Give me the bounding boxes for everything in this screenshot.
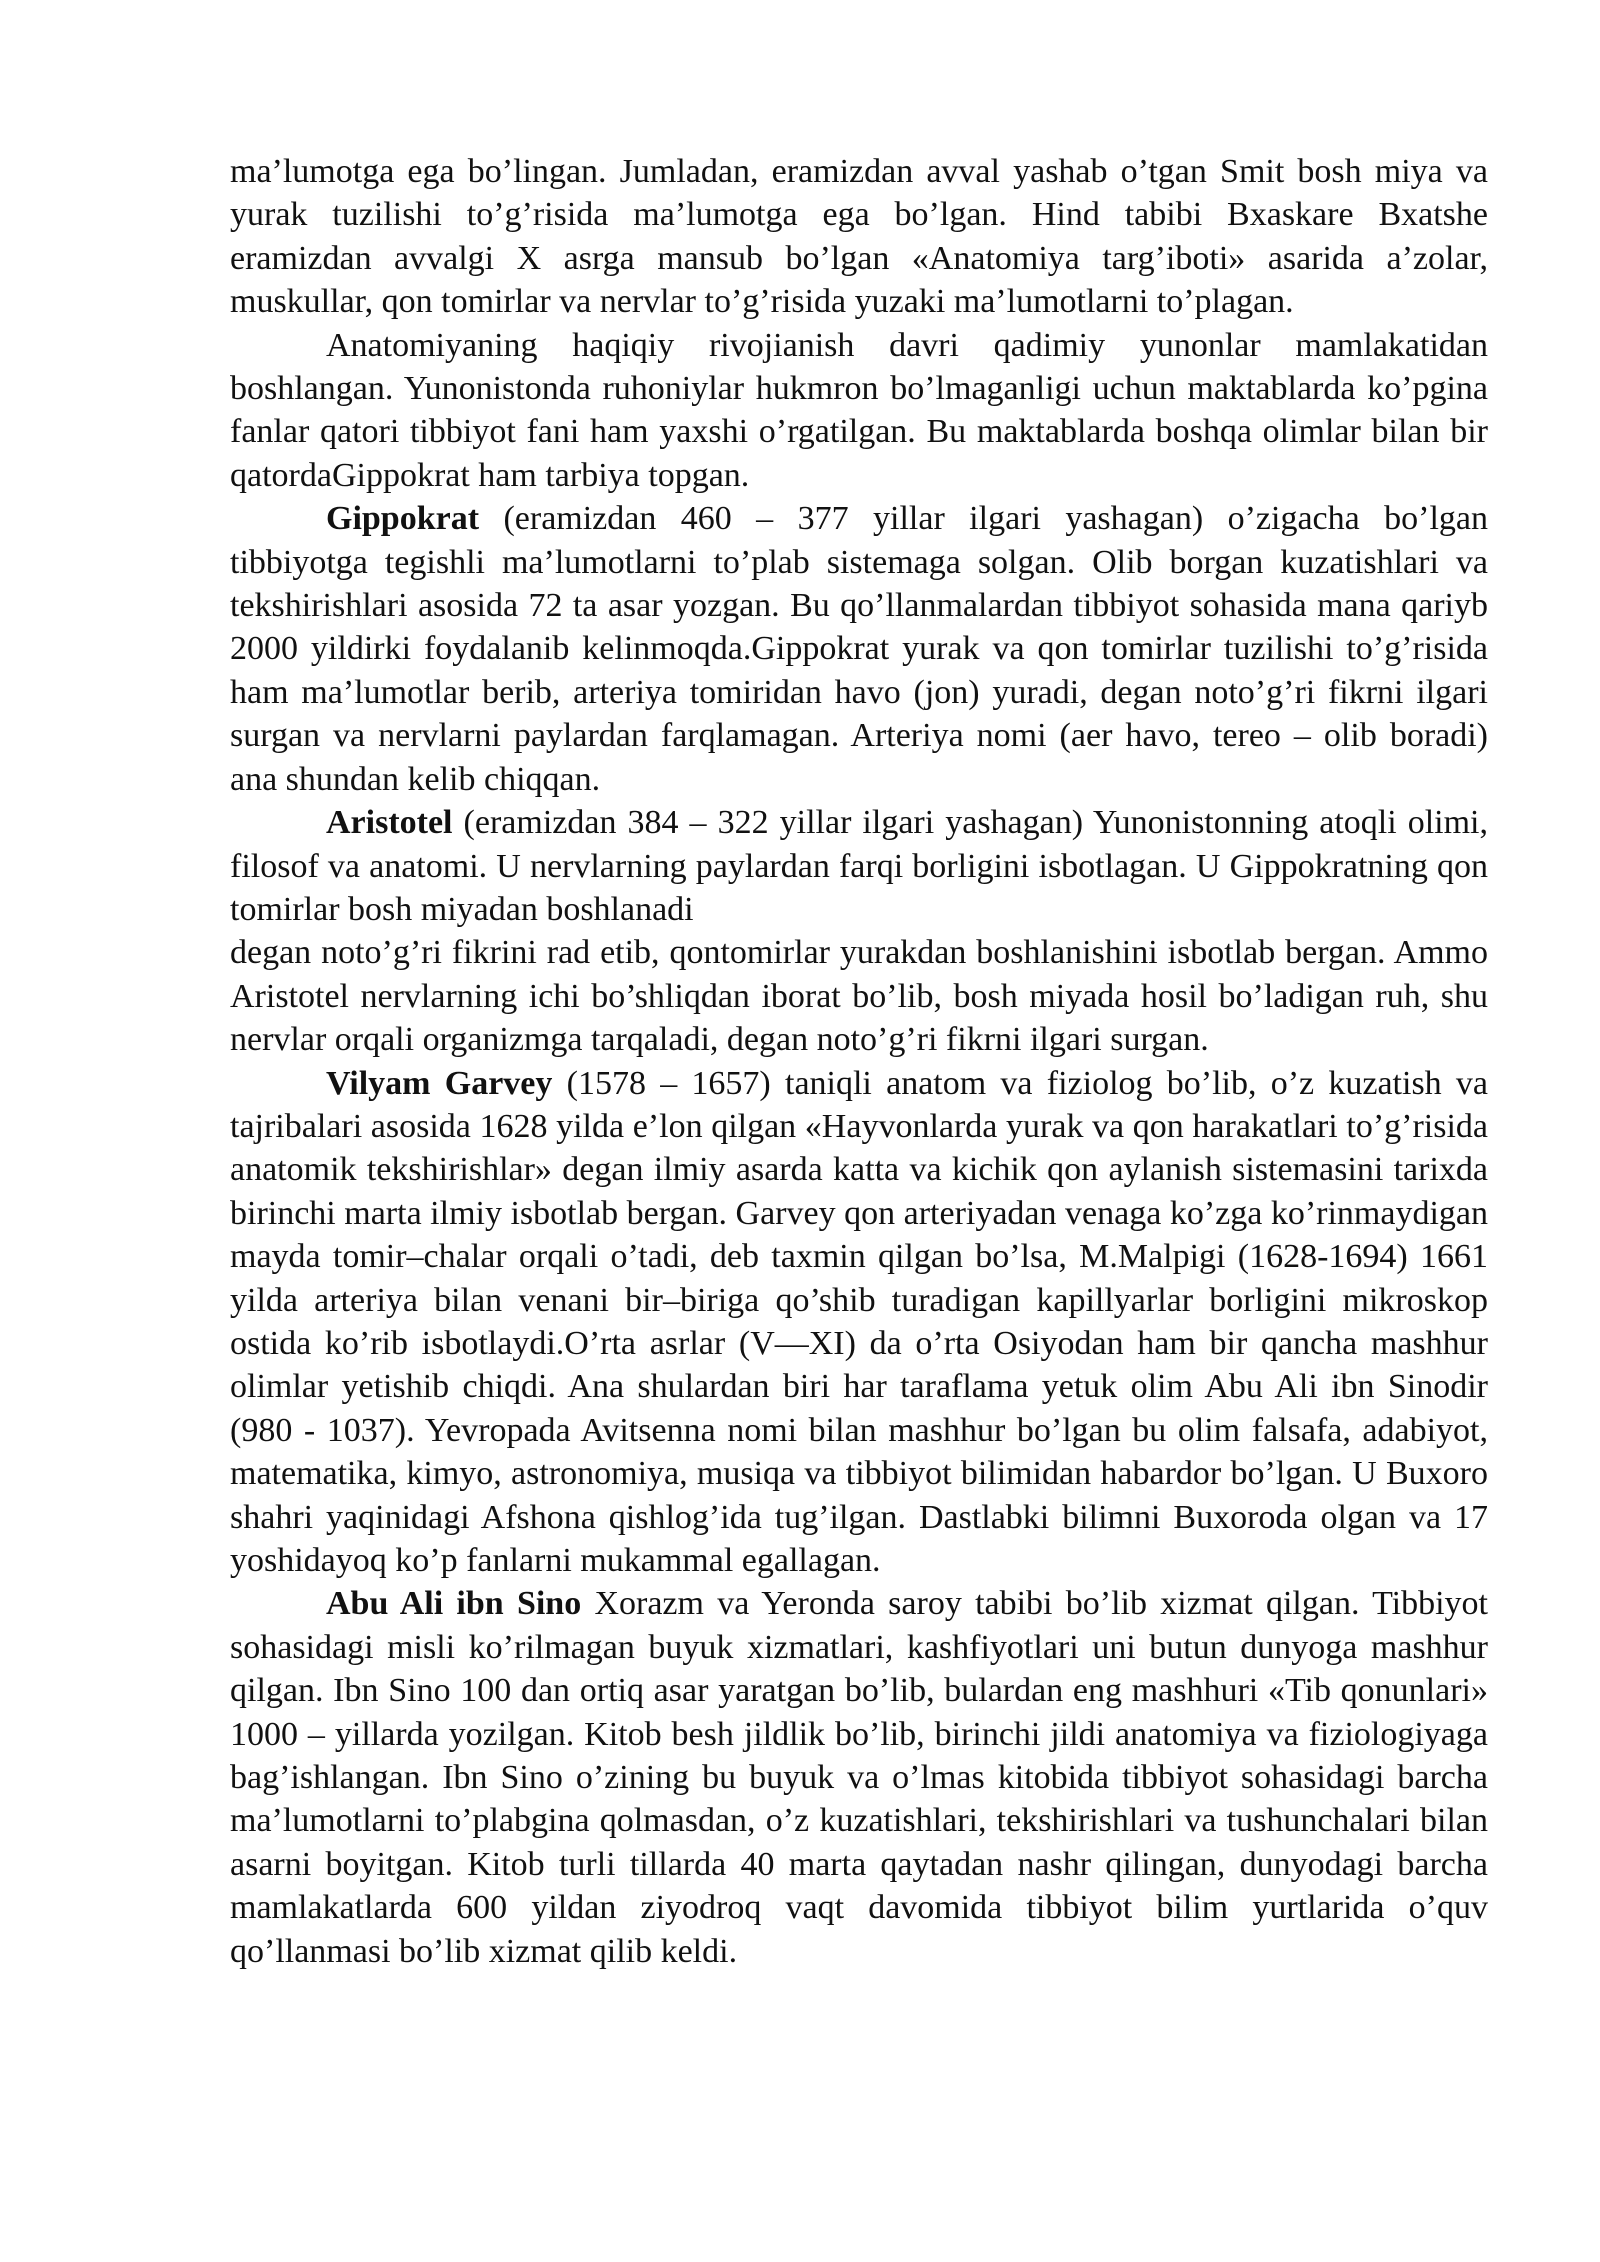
person-name-gippokrat: Gippokrat [326,500,480,538]
paragraph-garvey [230,1062,1488,1583]
paragraph-anatomy-greece: Anatomiyaning haqiqiy rivojianish davri qadimiy yunonlar mamlakatidan boshlangan. Yunonistonda ruhoniylar hukmron bo’lmaganligi uchun maktablarda ko’pgina fanlar qatori tibbiyot fani ham yaxshi o’rgatilgan. Bu maktablarda boshqa olimlar bilan bir qatordaGippokrat ham tarbiya topgan. [230,326,1488,494]
person-name-aristotel: Aristotel [326,804,453,842]
paragraph-body: (1578 – 1657) taniqli anatom va fiziolog bo’lib, o’z kuzatish va tajribalari asosida 1628 yilda e’lon qilgan «Hayvonlarda yurak va qon harakatlari to’g’risida anatomik tekshirishlar» degan ilmiy asarda katta va kichik qon aylanish sistemasini tarixda birinchi marta ilmiy isbotlab bergan. Garvey qon arteriyadan venaga ko’zga ko’rinmaydigan mayda tomir–chalar orqali o’tadi, deb taxmin qilgan bo’lsa, M.Malpigi (1628-1694) 1661 yilda arteriya bilan venani bir–biriga qo’shib turadigan kapillyarlar borligini mikroskop ostida ko’rib isbotlaydi.O’rta asrlar (V—XI) da o’rta Osiyodan ham bir qancha mashhur olimlar yetishib chiqdi. Ana shulardan biri har taraflama yetuk olim Abu Ali ibn Sinodir (980 - 1037). Yevropada Avitsenna nomi bilan mashhur bo’lgan bu olim falsafa, adabiyot, matematika, kimyo, astronomiya, musiqa va tibbiyot bilimidan habardor bo’lgan. U Buxoro shahri yaqinidagi Afshona qishlog’ida tug’ilgan. Dastlabki bilimni Buxoroda olgan va 17 yoshidayoq ko’p fanlarni mukammal egallagan. [230,1064,1489,1579]
paragraph-ibn-sino [230,1582,1488,1973]
paragraph-aristotel [230,801,1488,931]
paragraph-body: (eramizdan 460 – 377 yillar ilgari yashagan) o’zigacha bo’lgan tibbiyotga tegishli ma’lumotlarni to’plab sistemaga solgan. Olib borgan kuzatishlari va tekshirishlari asosida 72 ta asar yozgan. Bu qo’llanmalardan tibbiyot sohasida mana qariyb 2000 yildirki foydalanib kelinmoqda.Gippokrat yurak va qon tomirlar tuzilishi to’g’risida ham ma’lumotlar berib, arteriya tomiridan havo (jon) yuradi, degan noto’g’ri fikrni ilgari surgan va nervlarni paylardan farqlamagan. Arteriya nomi (aer havo, tereo – olib boradi) ana shundan kelib chiqqan. [230,500,1488,798]
document-page [230,150,1488,1973]
paragraph-body: Xorazm va Yeronda saroy tabibi bo’lib xizmat qilgan. Tibbiyot sohasidagi misli ko’rilmagan buyuk xizmatlari, kashfiyotlari uni butun dunyoga mashhur qilgan. Ibn Sino 100 dan ortiq asar yaratgan bo’lib, bulardan eng mashhuri «Tib qonunlari» 1000 – yillarda yozilgan. Kitob besh jildlik bo’lib, birinchi jildi anatomiya va fiziologiyaga bag’ishlangan. Ibn Sino o’zining bu buyuk va o’lmas kitobida tibbiyot sohasidagi barcha ma’lumotlarni to’plabgina qolmasdan, o’z kuzatishlari, tekshirishlari va tushunchalari bilan asarni boyitgan. Kitob turli tillarda 40 marta qaytadan nashr qilingan, dunyodagi barcha mamlakatlarda 600 yildan ziyodroq vaqt davomida tibbiyot bilim yurtlarida o’quv qo’llanmasi bo’lib xizmat qilib keldi. [230,1585,1488,1970]
person-name-garvey: Vilyam Garvey [326,1064,553,1102]
paragraph-aristotel-continuation: degan noto’g’ri fikrini rad etib, qontomirlar yurakdan boshlanishini isbotlab bergan. Ammo Aristotel nervlarning ichi bo’shliqdan iborat bo’lib, bosh miyada hosil bo’ladigan ruh, shu nervlar orqali organizmga tarqaladi, degan noto’g’ri fikrni ilgari surgan. [230,934,1488,1059]
paragraph-intro-continuation: ma’lumotga ega bo’lingan. Jumladan, eramizdan avval yashab o’tgan Smit bosh miya va yurak tuzilishi to’g’risida ma’lumotga ega bo’lgan. Hind tabibi Bxaskare Bxatshe eramizdan avvalgi X asrga mansub bo’lgan «Anatomiya targ’iboti» asarida a’zolar, muskullar, qon tomirlar va nervlar to’g’risida yuzaki ma’lumotlarni to’plagan. [230,153,1488,321]
paragraph-body: (eramizdan 384 – 322 yillar ilgari yashagan) Yunonistonning atoqli olimi, filosof va anatomi. U nervlarning paylardan farqi borligini isbotlagan. U Gippokratning qon tomirlar bosh miyadan boshlanadi [230,804,1488,928]
paragraph-gippokrat [230,497,1488,801]
person-name-ibn-sino: Abu Ali ibn Sino [326,1585,582,1623]
